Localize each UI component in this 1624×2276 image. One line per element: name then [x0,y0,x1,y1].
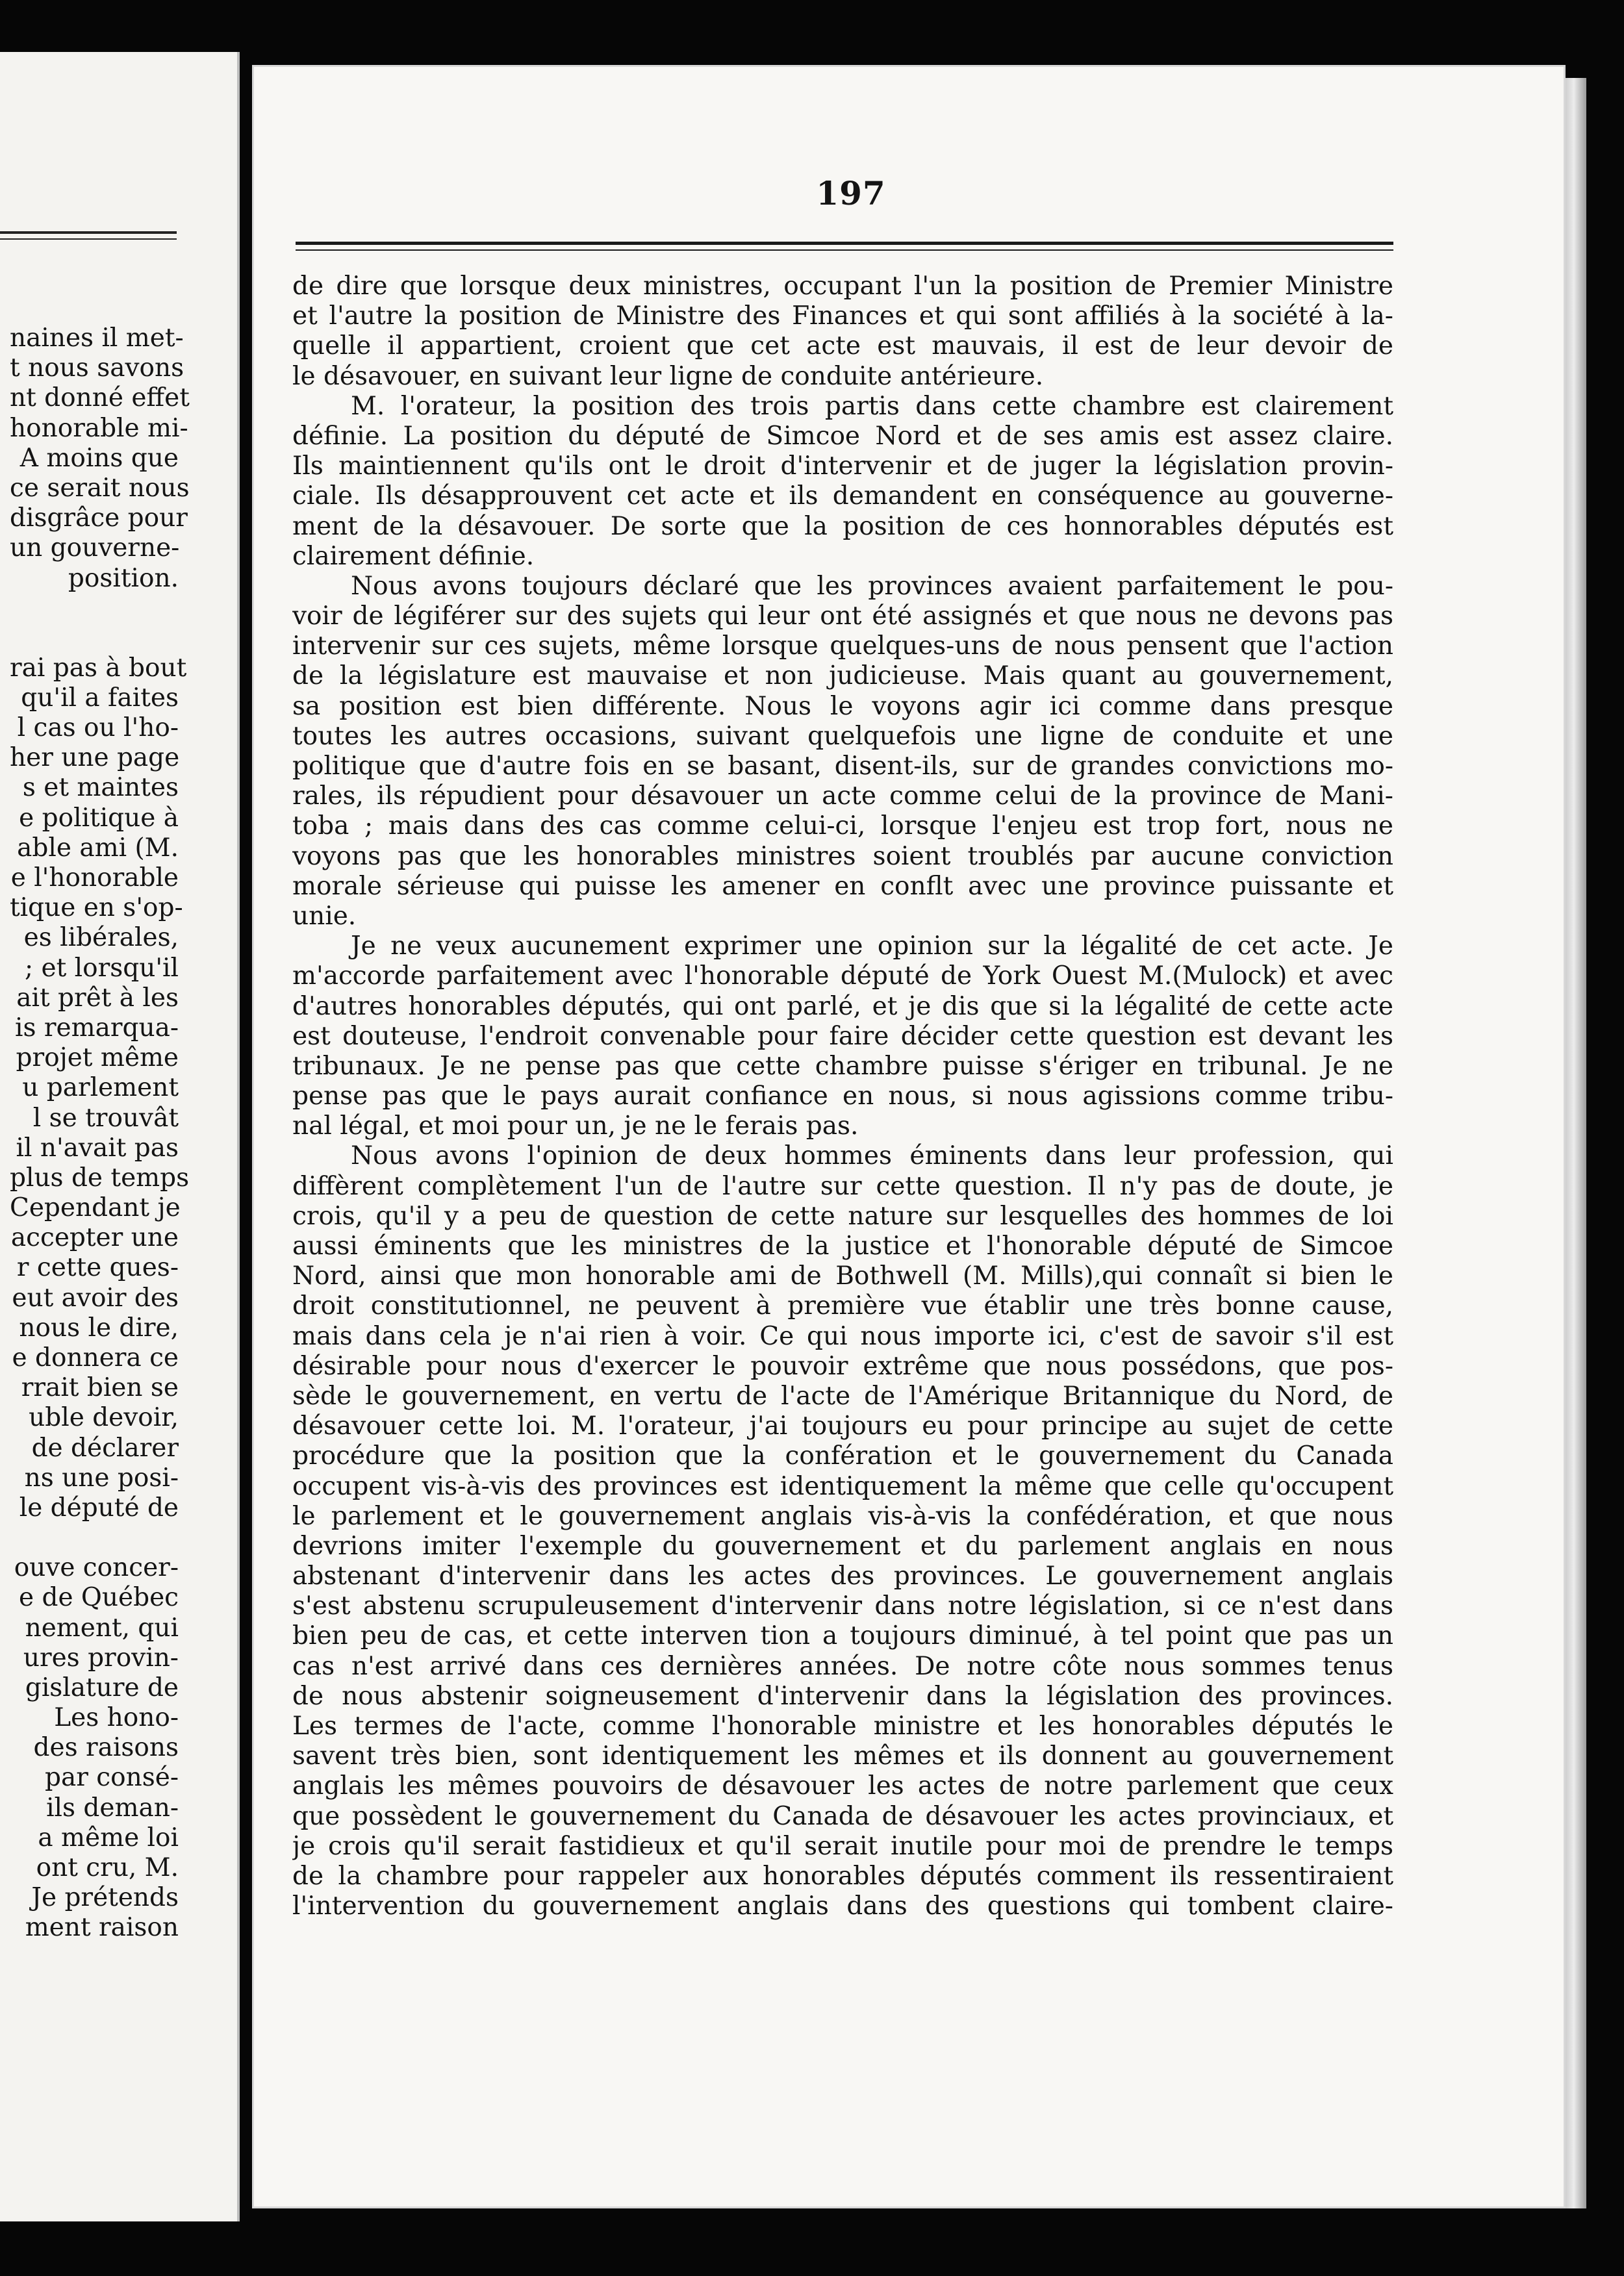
header-rule-thin [296,249,1393,251]
text-line: tribunaux. Je ne pense pas que cette chambre puisse s'ériger en tribunal. Je ne [292,1051,1393,1081]
text-line: Nous avons l'opinion de deux hommes éminents dans leur profession, qui [351,1141,1393,1171]
text-line: nement, qui [25,1613,179,1643]
text-line: désirable pour nous d'exercer le pouvoir extrême que nous possédons, que pos- [292,1351,1393,1381]
text-line: rai pas à bout [10,653,187,683]
text-line: crois, qu'il y a peu de question de cette nature sur lesquelles des hommes de loi [292,1201,1393,1231]
text-line: r cette ques- [16,1253,179,1283]
text-line: ures provin- [23,1643,179,1673]
text-line: droit constitutionnel, ne peuvent à première vue établir une très bonne cause, [292,1291,1393,1321]
text-line: définie. La position du député de Simcoe Nord et de ses amis est assez claire. [292,421,1393,451]
text-line: des raisons [33,1733,179,1763]
text-line: devrions imiter l'exemple du gouvernement et du parlement anglais en nous [292,1531,1393,1561]
text-line: t nous savons [10,353,184,383]
page-edge [1566,78,1586,2208]
text-line: Je ne veux aucunement exprimer une opinion sur la légalité de cet acte. Je [351,931,1393,961]
text-line: aussi éminents que les ministres de la justice et l'honorable député de Simcoe [292,1232,1393,1261]
text-line: qu'il a faites [21,683,179,713]
text-line: u parlement [22,1073,179,1103]
text-line: eut avoir des [12,1283,179,1313]
text-line: mais dans cela je n'ai rien à voir. Ce qui nous importe ici, c'est de savoir s'il est [292,1321,1393,1351]
text-line: diffèrent complètement l'un de l'autre sur cette question. Il n'y pas de doute, je [292,1171,1393,1201]
facing-page-fragment [0,52,240,2221]
text-line: savent très bien, sont identiquement les mêmes et ils donnent au gouvernement [292,1741,1393,1771]
text-line: ns une posi- [24,1463,179,1493]
text-line: Les hono- [54,1703,179,1733]
text-line: ment de la désavouer. De sorte que la position de ces honnorables députés est [292,511,1393,541]
text-line: Je prétends [31,1883,179,1913]
text-line: Les termes de l'acte, comme l'honorable ministre et les honorables députés le [292,1712,1393,1741]
text-line: ciale. Ils désapprouvent cet acte et ils demandent en conséquence au gouverne- [292,481,1393,511]
text-line: politique que d'autre fois en se basant, disent-ils, sur de grandes convictions mo- [292,752,1393,781]
text-line: voir de légiférer sur des sujets qui leur ont été assignés et que nous ne devons pas [292,601,1393,631]
text-line: M. l'orateur, la position des trois partis dans cette chambre est clairement [351,391,1393,421]
text-line: unie. [292,901,357,931]
text-line: de la chambre pour rappeler aux honorables députés comment ils ressentiraient [292,1861,1393,1891]
text-line: a même loi [38,1823,179,1852]
text-line: est douteuse, l'endroit convenable pour faire décider cette question est devant les [292,1021,1393,1051]
text-line: voyons pas que les honorables ministres soient troublés par aucune conviction [292,841,1393,871]
facing-page-rule [0,231,177,234]
text-line: l'intervention du gouvernement anglais dans des questions qui tombent claire- [292,1891,1393,1921]
page-number: 197 [816,174,886,212]
text-line: rrait bien se [21,1373,179,1403]
text-line: clairement définie. [292,541,535,571]
text-line: que possèdent le gouvernement du Canada de désavouer les actes provinciaux, et [292,1801,1393,1831]
text-line: je crois qu'il serait fastidieux et qu'il serait inutile pour moi de prendre le temps [292,1831,1393,1861]
facing-page-rule-thin [0,238,177,240]
text-line: de dire que lorsque deux ministres, occupant l'un la position de Premier Ministre [292,272,1393,301]
text-line: Nous avons toujours déclaré que les provinces avaient parfaitement le pou- [351,571,1393,601]
text-line: toutes les autres occasions, suivant quelquefois une ligne de conduite et une [292,721,1393,751]
text-line: abstenant d'intervenir dans les actes des provinces. Le gouvernement anglais [292,1562,1393,1591]
text-line: sa position est bien différente. Nous le voyons agir ici comme dans presque [292,691,1393,721]
text-line: e de Québec [19,1583,179,1613]
text-line: uble devoir, [29,1403,179,1433]
text-line: de la législature est mauvaise et non judicieuse. Mais quant au gouvernement, [292,661,1393,691]
text-line: ait prêt à les [16,983,179,1013]
text-line: accepter une [10,1223,179,1253]
text-line: cas n'est arrivé dans ces dernières années. De notre côte nous sommes tenus [292,1651,1393,1681]
text-line: le désavouer, en suivant leur ligne de conduite antérieure. [292,361,1044,391]
text-line: bien peu de cas, et cette interven tion a toujours diminué, à tel point que pas un [292,1621,1393,1651]
text-line: m'accorde parfaitement avec l'honorable député de York Ouest M.(Mulock) et avec [292,961,1393,991]
text-line: ils deman- [46,1793,179,1823]
text-line: toba ; mais dans des cas comme celui-ci, lorsque l'enjeu est trop fort, nous ne [292,811,1393,841]
text-line: par consé- [45,1763,179,1793]
text-line: Ils maintiennent qu'ils ont le droit d'intervenir et de juger la législation provin- [292,451,1393,481]
text-line: désavouer cette loi. M. l'orateur, j'ai toujours eu pour principe au sujet de cette [292,1411,1393,1441]
text-line: e politique à [19,803,179,833]
text-line: le parlement et le gouvernement anglais vis-à-vis la confédération, et que nous [292,1501,1393,1531]
text-line: s et maintes [22,773,179,803]
text-line: intervenir sur ces sujets, même lorsque quelques-uns de nous pensent que l'action [292,631,1393,661]
text-line: disgrâce pour [10,503,188,533]
text-line: l cas ou l'ho- [17,713,179,743]
text-line: ont cru, M. [36,1853,179,1882]
text-line: le député de [19,1493,179,1523]
text-line: morale sérieuse qui puisse les amener en conflt avec une province puissante et [292,871,1393,901]
text-line: ouve concer- [14,1553,179,1583]
text-line: able ami (M. [17,833,179,863]
text-line: e l'honorable [10,863,179,892]
text-line: naines il met- [10,323,184,353]
text-line: quelle il appartient, croient que cet acte est mauvais, il est de leur devoir de [292,331,1393,361]
text-line: pense pas que le pays aurait confiance en nous, si nous agissions comme tribu- [292,1081,1393,1111]
text-line: nal légal, et moi pour un, je ne le ferais pas. [292,1111,859,1141]
header-rule-thick [296,242,1393,245]
text-line: honorable mi- [10,413,188,443]
text-line: ce serait nous [10,473,190,503]
text-line: et l'autre la position de Ministre des Finances et qui sont affiliés à la société à la- [292,301,1393,331]
text-line: anglais les mêmes pouvoirs de désavouer les actes de notre parlement que ceux [292,1771,1393,1801]
text-line: position. [68,563,179,593]
text-line: her une page [10,743,180,773]
text-line: gislature de [25,1673,179,1702]
text-line: de déclarer [31,1433,179,1463]
text-line: il n'avait pas [16,1133,179,1163]
text-line: nous le dire, [19,1313,179,1343]
text-line: projet même [16,1043,179,1073]
text-line: Nord, ainsi que mon honorable ami de Bothwell (M. Mills),qui connaît si bien le [292,1261,1393,1291]
text-line: sède le gouvernement, en vertu de l'acte de l'Amérique Britannique du Nord, de [292,1381,1393,1411]
text-line: rales, ils répudient pour désavouer un acte comme celui de la province de Mani- [292,781,1393,811]
text-line: is remarqua- [15,1013,179,1043]
body-text [292,272,1393,1921]
text-line: un gouverne- [10,533,180,563]
text-line: e donnera ce [12,1343,179,1372]
text-line: s'est abstenu scrupuleusement d'intervenir dans notre législation, si ce n'est dans [292,1591,1393,1621]
text-line: tique en s'op- [10,893,183,923]
text-line: ; et lorsqu'il [24,953,179,983]
text-line: nt donné effet [10,383,190,413]
text-line: es libérales, [23,923,179,953]
text-line: ment raison [25,1913,179,1943]
text-line: procédure que la position que la confération et le gouvernement du Canada [292,1441,1393,1471]
text-line: A moins que [19,443,179,473]
text-line: occupent vis-à-vis des provinces est identiquement la même que celle qu'occupent [292,1471,1393,1501]
text-line: de nous abstenir soigneusement d'intervenir dans la législation des provinces. [292,1681,1393,1711]
text-line: plus de temps [10,1163,190,1193]
text-line: d'autres honorables députés, qui ont parlé, et je dis que si la légalité de cette acte [292,991,1393,1021]
text-line: l se trouvât [32,1103,179,1133]
facing-page-text [10,323,190,1943]
text-line: Cependant je [10,1193,181,1223]
